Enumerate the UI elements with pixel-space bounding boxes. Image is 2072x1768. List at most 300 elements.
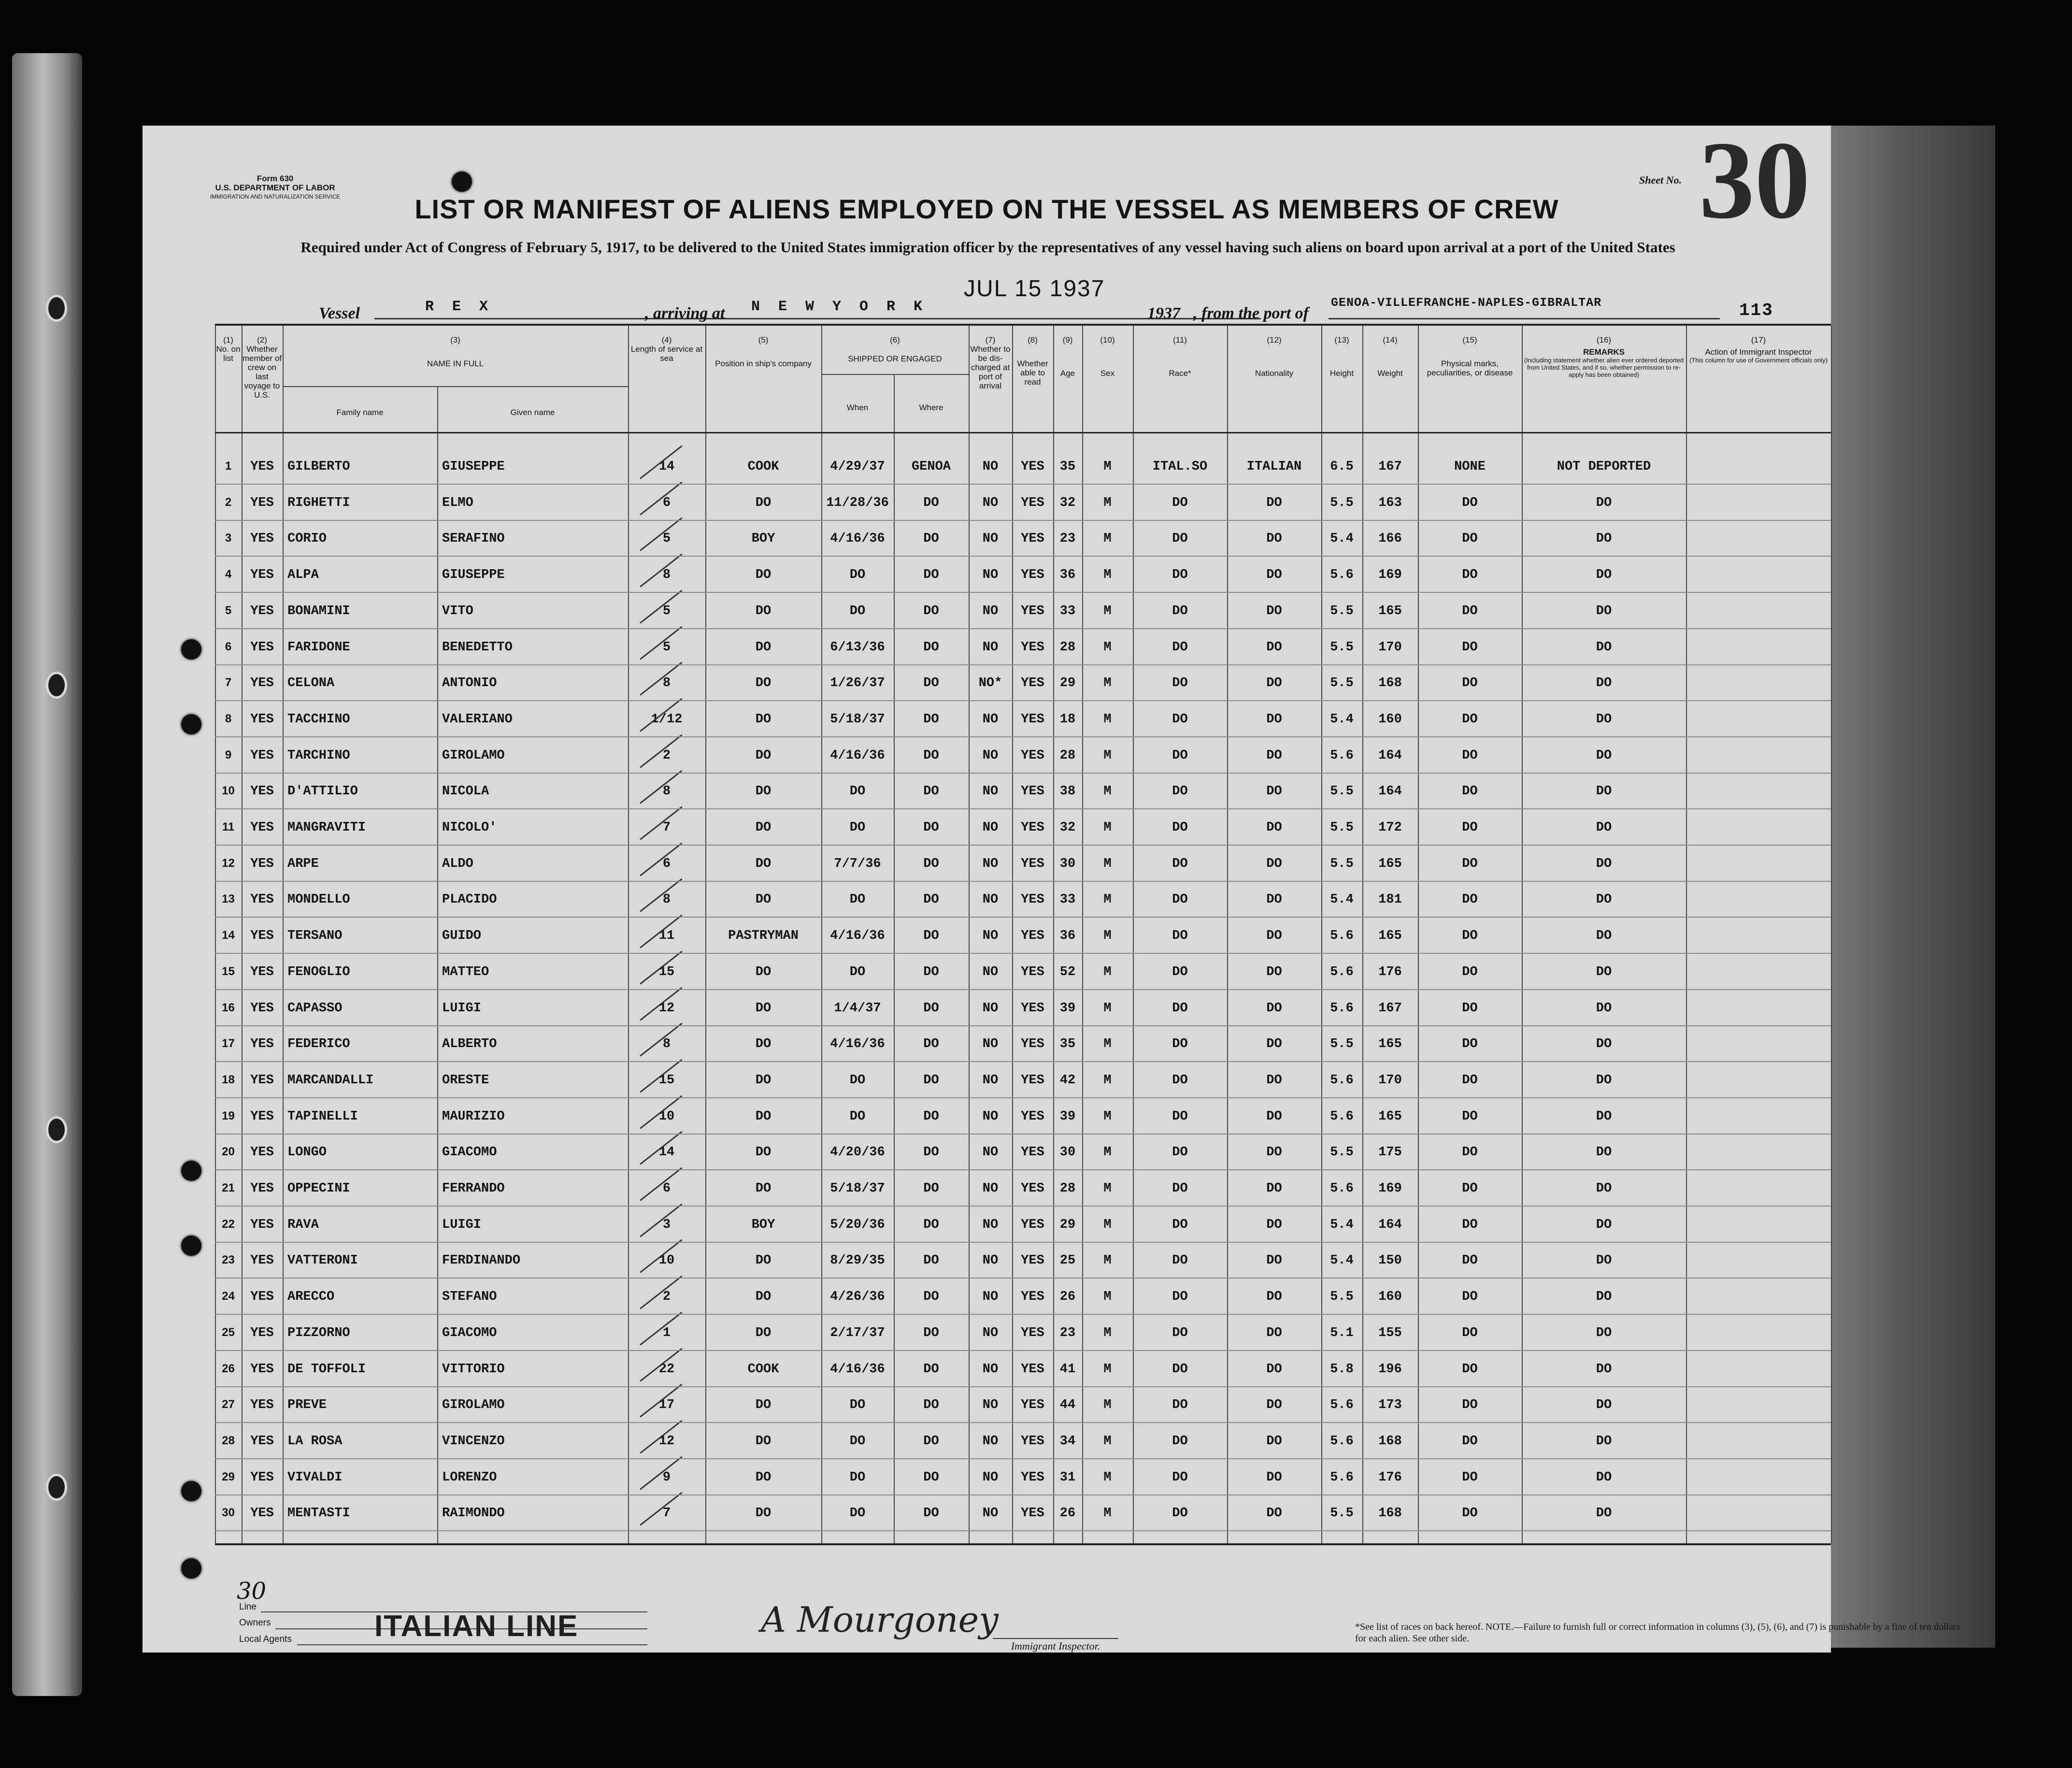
page-code: 113 xyxy=(1739,301,1773,320)
cell-where: DO xyxy=(923,964,939,979)
cell-position: DO xyxy=(755,495,772,510)
cell-remarks: NOT DEPORTED xyxy=(1557,460,1651,474)
cell-service: 2 xyxy=(662,748,671,763)
cell-where: DO xyxy=(923,1506,939,1521)
cell-service: 7 xyxy=(662,1506,671,1521)
cell-marks: DO xyxy=(1462,1217,1478,1232)
cell-race: DO xyxy=(1172,1434,1188,1449)
year-value: 1937 xyxy=(1147,304,1180,322)
cell-disch: NO xyxy=(982,892,999,907)
cell-read: YES xyxy=(1021,1506,1044,1521)
cell-remarks: DO xyxy=(1596,532,1612,546)
cell-sex: M xyxy=(1103,856,1112,871)
cell-marks: DO xyxy=(1462,1001,1478,1016)
cell-when: DO xyxy=(849,568,866,583)
cell-disch: NO xyxy=(982,856,999,871)
cell-read: YES xyxy=(1021,1073,1044,1088)
cell-prev: YES xyxy=(250,1001,274,1016)
cell-where: DO xyxy=(923,856,939,871)
cell-sex: M xyxy=(1103,532,1112,546)
cell-weight: 170 xyxy=(1378,640,1402,655)
cell-race: DO xyxy=(1172,1362,1188,1377)
cell-when: DO xyxy=(849,784,866,799)
cell-service: 17 xyxy=(658,1398,675,1413)
binding-hole xyxy=(46,1116,67,1143)
cell-family: MARCANDALLI xyxy=(287,1073,374,1088)
cell-position: DO xyxy=(755,1073,772,1088)
cell-remarks: DO xyxy=(1596,1181,1612,1196)
cell-where: DO xyxy=(923,1253,939,1268)
cell-marks: DO xyxy=(1462,1290,1478,1305)
cell-marks: DO xyxy=(1462,676,1478,691)
cell-disch: NO xyxy=(982,1362,999,1377)
cell-service: 8 xyxy=(662,568,671,583)
cell-nat: DO xyxy=(1266,1506,1282,1521)
cell-given: STEFANO xyxy=(442,1290,497,1305)
cell-disch: NO xyxy=(982,929,999,944)
cell-no: 5 xyxy=(225,604,232,617)
cell-prev: YES xyxy=(250,1506,274,1521)
cell-age: 23 xyxy=(1059,532,1076,546)
cell-position: BOY xyxy=(751,1217,775,1232)
cell-weight: 160 xyxy=(1378,1290,1402,1305)
cell-marks: DO xyxy=(1462,1325,1478,1340)
cell-family: MONDELLO xyxy=(287,892,350,907)
cell-family: PIZZORNO xyxy=(287,1325,350,1340)
cell-nat: DO xyxy=(1266,892,1282,907)
cell-disch: NO xyxy=(982,1109,999,1124)
cell-where: DO xyxy=(923,1434,939,1449)
cell-height: 5.5 xyxy=(1330,784,1354,799)
local-agents-label: Local Agents xyxy=(239,1634,292,1644)
cell-marks: DO xyxy=(1462,892,1478,907)
cell-prev: YES xyxy=(250,1253,274,1268)
cell-service: 1 xyxy=(662,1325,671,1340)
cell-no: 12 xyxy=(222,856,235,870)
cell-prev: YES xyxy=(250,929,274,944)
cell-age: 39 xyxy=(1059,1109,1076,1124)
cell-nat: DO xyxy=(1266,784,1282,799)
cell-service: 10 xyxy=(658,1253,675,1268)
cell-no: 3 xyxy=(225,532,232,545)
cell-remarks: DO xyxy=(1596,1325,1612,1340)
cell-position: DO xyxy=(755,1434,772,1449)
cell-sex: M xyxy=(1103,568,1112,583)
cell-position: DO xyxy=(755,1001,772,1016)
cell-no: 18 xyxy=(222,1073,235,1086)
cell-age: 33 xyxy=(1059,892,1076,907)
cell-weight: 176 xyxy=(1378,964,1402,979)
cell-disch: NO xyxy=(982,964,999,979)
cell-sex: M xyxy=(1103,1181,1112,1196)
cell-nat: DO xyxy=(1266,568,1282,583)
cell-marks: DO xyxy=(1462,748,1478,763)
cell-sex: M xyxy=(1103,1290,1112,1305)
cell-weight: 160 xyxy=(1378,712,1402,727)
cell-disch: NO xyxy=(982,1145,999,1160)
cell-marks: DO xyxy=(1462,820,1478,835)
cell-no: 25 xyxy=(222,1325,235,1339)
cell-prev: YES xyxy=(250,1181,274,1196)
cell-family: DE TOFFOLI xyxy=(287,1362,366,1377)
page-title: LIST OR MANIFEST OF ALIENS EMPLOYED ON THE VESSEL AS MEMBERS OF CREW xyxy=(414,194,1559,224)
cell-read: YES xyxy=(1021,1253,1044,1268)
cell-service: 14 xyxy=(658,1145,675,1160)
cell-read: YES xyxy=(1021,1037,1044,1052)
cell-race: DO xyxy=(1172,929,1188,944)
cell-race: DO xyxy=(1172,1181,1188,1196)
cell-when: 2/17/37 xyxy=(830,1325,885,1340)
cell-marks: DO xyxy=(1462,1073,1478,1088)
cell-no: 4 xyxy=(225,568,232,581)
cell-height: 5.6 xyxy=(1330,1470,1354,1485)
cell-family: CAPASSO xyxy=(287,1001,343,1016)
cell-age: 28 xyxy=(1059,1181,1076,1196)
cell-weight: 181 xyxy=(1378,892,1402,907)
cell-remarks: DO xyxy=(1596,784,1612,799)
col-9-header: (9) Age xyxy=(1060,335,1075,378)
col-16-header: (16) REMARKS (Including statement whether alien ever ordered deported from United States, and if so, whether permission to re-apply has been obtained) xyxy=(1524,335,1684,378)
cell-age: 28 xyxy=(1059,748,1076,763)
cell-when: 1/26/37 xyxy=(830,676,885,691)
cell-where: DO xyxy=(923,892,939,907)
cell-no: 26 xyxy=(222,1362,235,1375)
cell-prev: YES xyxy=(250,676,274,691)
cell-prev: YES xyxy=(250,964,274,979)
cell-family: MANGRAVITI xyxy=(287,820,366,835)
cell-family: BONAMINI xyxy=(287,604,350,618)
cell-race: DO xyxy=(1172,1470,1188,1485)
binding-hole xyxy=(46,295,67,322)
cell-family: RIGHETTI xyxy=(287,495,350,510)
cell-given: LORENZO xyxy=(442,1470,497,1485)
cell-service: 12 xyxy=(658,1001,675,1016)
cell-read: YES xyxy=(1021,892,1044,907)
cell-position: DO xyxy=(755,1145,772,1160)
col-13-header: (13) Height xyxy=(1329,335,1354,378)
arriving-label: , arriving at xyxy=(645,304,725,322)
cell-remarks: DO xyxy=(1596,495,1612,510)
cell-age: 32 xyxy=(1059,495,1076,510)
cell-race: DO xyxy=(1172,495,1188,510)
cell-marks: DO xyxy=(1462,1470,1478,1485)
cell-where: DO xyxy=(923,748,939,763)
cell-family: FARIDONE xyxy=(287,640,350,655)
cell-given: ANTONIO xyxy=(442,676,497,691)
cell-age: 42 xyxy=(1059,1073,1076,1088)
cell-where: DO xyxy=(923,1145,939,1160)
from-port: GENOA-VILLEFRANCHE-NAPLES-GIBRALTAR xyxy=(1331,296,1602,310)
cell-weight: 176 xyxy=(1378,1470,1402,1485)
cell-remarks: DO xyxy=(1596,712,1612,727)
cell-weight: 168 xyxy=(1378,676,1402,691)
cell-sex: M xyxy=(1103,748,1112,763)
cell-service: 8 xyxy=(662,676,671,691)
cell-sex: M xyxy=(1103,929,1112,944)
cell-marks: DO xyxy=(1462,1181,1478,1196)
cell-family: D'ATTILIO xyxy=(287,784,358,799)
cell-marks: DO xyxy=(1462,1362,1478,1377)
col-15-header: (15) Physical marks, peculiarities, or disease xyxy=(1427,335,1513,377)
binding-hole xyxy=(46,672,67,699)
cell-prev: YES xyxy=(250,604,274,618)
cell-when: DO xyxy=(849,1506,866,1521)
cell-no: 20 xyxy=(222,1145,235,1159)
cell-race: DO xyxy=(1172,1145,1188,1160)
handwritten-count: 30 xyxy=(237,1578,267,1605)
cell-weight: 165 xyxy=(1378,1109,1402,1124)
cell-age: 30 xyxy=(1059,1145,1076,1160)
cell-remarks: DO xyxy=(1596,1145,1612,1160)
cell-race: DO xyxy=(1172,892,1188,907)
cell-when: DO xyxy=(849,1398,866,1413)
cell-given: RAIMONDO xyxy=(442,1506,505,1521)
cell-given: VALERIANO xyxy=(442,712,513,727)
sheet-label: Sheet No. xyxy=(1639,174,1682,186)
cell-sex: M xyxy=(1103,820,1112,835)
cell-disch: NO xyxy=(982,820,999,835)
cell-age: 34 xyxy=(1059,1434,1076,1449)
cell-when: 4/16/36 xyxy=(830,1362,885,1377)
cell-when: DO xyxy=(849,1434,866,1449)
cell-where: DO xyxy=(923,1398,939,1413)
punch-hole xyxy=(181,1558,201,1579)
cell-age: 35 xyxy=(1059,460,1076,474)
cell-race: DO xyxy=(1172,532,1188,546)
cell-read: YES xyxy=(1021,964,1044,979)
cell-race: DO xyxy=(1172,748,1188,763)
cell-age: 52 xyxy=(1059,964,1076,979)
cell-position: DO xyxy=(755,1470,772,1485)
cell-given: ALBERTO xyxy=(442,1037,497,1052)
cell-marks: DO xyxy=(1462,1145,1478,1160)
cell-marks: DO xyxy=(1462,640,1478,655)
cell-race: DO xyxy=(1172,784,1188,799)
cell-age: 18 xyxy=(1059,712,1076,727)
cell-disch: NO xyxy=(982,495,999,510)
cell-prev: YES xyxy=(250,1217,274,1232)
cell-height: 5.4 xyxy=(1330,1253,1354,1268)
cell-race: DO xyxy=(1172,712,1188,727)
cell-remarks: DO xyxy=(1596,1253,1612,1268)
cell-position: DO xyxy=(755,856,772,871)
cell-height: 5.6 xyxy=(1330,1398,1354,1413)
cell-given: LUIGI xyxy=(442,1217,482,1232)
cell-when: 4/26/36 xyxy=(830,1290,885,1305)
cell-height: 5.5 xyxy=(1330,604,1354,618)
cell-read: YES xyxy=(1021,1001,1044,1016)
cell-no: 10 xyxy=(222,784,235,798)
cell-service: 10 xyxy=(658,1109,675,1124)
cell-height: 5.6 xyxy=(1330,748,1354,763)
cell-given: ALDO xyxy=(442,856,473,871)
arriving-port: N E W Y O R K xyxy=(751,299,928,315)
cell-no: 19 xyxy=(222,1109,235,1122)
cell-remarks: DO xyxy=(1596,856,1612,871)
cell-family: VIVALDI xyxy=(287,1470,343,1485)
cell-disch: NO xyxy=(982,460,999,474)
cell-race: DO xyxy=(1172,1037,1188,1052)
cell-race: DO xyxy=(1172,1398,1188,1413)
cell-remarks: DO xyxy=(1596,964,1612,979)
cell-nat: DO xyxy=(1266,640,1282,655)
cell-disch: NO xyxy=(982,568,999,583)
cell-nat: DO xyxy=(1266,929,1282,944)
cell-age: 29 xyxy=(1059,1217,1076,1232)
cell-no: 22 xyxy=(222,1217,235,1231)
cell-height: 5.6 xyxy=(1330,1001,1354,1016)
cell-when: DO xyxy=(849,820,866,835)
cell-nat: ITALIAN xyxy=(1246,460,1302,474)
cell-when: 5/20/36 xyxy=(830,1217,885,1232)
cell-age: 29 xyxy=(1059,676,1076,691)
cell-height: 5.5 xyxy=(1330,856,1354,871)
cell-age: 38 xyxy=(1059,784,1076,799)
cell-height: 5.5 xyxy=(1330,820,1354,835)
cell-weight: 170 xyxy=(1378,1073,1402,1088)
cell-age: 25 xyxy=(1059,1253,1076,1268)
cell-weight: 165 xyxy=(1378,929,1402,944)
cell-no: 13 xyxy=(222,892,235,906)
cell-when: 5/18/37 xyxy=(830,712,885,727)
col-11-header: (11) Race* xyxy=(1169,335,1191,378)
cell-weight: 196 xyxy=(1378,1362,1402,1377)
cell-height: 5.6 xyxy=(1330,1073,1354,1088)
cell-read: YES xyxy=(1021,640,1044,655)
cell-given: VITTORIO xyxy=(442,1362,505,1377)
cell-position: DO xyxy=(755,1253,772,1268)
from-label: , from the port of xyxy=(1193,304,1309,322)
cell-family: FENOGLIO xyxy=(287,964,350,979)
cell-position: DO xyxy=(755,1290,772,1305)
cell-where: DO xyxy=(923,820,939,835)
col-3-header: (3) NAME IN FULL xyxy=(427,335,484,368)
cell-sex: M xyxy=(1103,1398,1112,1413)
cell-sex: M xyxy=(1103,495,1112,510)
cell-read: YES xyxy=(1021,532,1044,546)
cell-remarks: DO xyxy=(1596,1217,1612,1232)
cell-service: 8 xyxy=(662,784,671,799)
cell-sex: M xyxy=(1103,892,1112,907)
cell-remarks: DO xyxy=(1596,1362,1612,1377)
cell-remarks: DO xyxy=(1596,1001,1612,1016)
col-7-header: (7) Whether to be dis-charged at port of arrival xyxy=(970,335,1011,390)
family-name-header: Family name xyxy=(336,408,384,417)
cell-no: 14 xyxy=(222,929,235,942)
cell-no: 24 xyxy=(222,1290,235,1303)
cell-marks: DO xyxy=(1462,604,1478,618)
cell-no: 21 xyxy=(222,1181,235,1194)
cell-age: 26 xyxy=(1059,1290,1076,1305)
cell-disch: NO xyxy=(982,640,999,655)
cell-position: DO xyxy=(755,1109,772,1124)
cell-where: DO xyxy=(923,929,939,944)
cell-remarks: DO xyxy=(1596,1470,1612,1485)
punch-hole xyxy=(181,1236,201,1256)
cell-position: DO xyxy=(755,676,772,691)
cell-height: 5.8 xyxy=(1330,1362,1354,1377)
cell-weight: 175 xyxy=(1378,1145,1402,1160)
cell-where: DO xyxy=(923,784,939,799)
cell-position: PASTRYMAN xyxy=(728,929,799,944)
cell-remarks: DO xyxy=(1596,1398,1612,1413)
cell-race: DO xyxy=(1172,640,1188,655)
cell-sex: M xyxy=(1103,604,1112,618)
cell-height: 5.6 xyxy=(1330,964,1354,979)
cell-where: DO xyxy=(923,1181,939,1196)
cell-prev: YES xyxy=(250,856,274,871)
cell-age: 30 xyxy=(1059,856,1076,871)
cell-disch: NO xyxy=(982,532,999,546)
cell-read: YES xyxy=(1021,856,1044,871)
cell-service: 5 xyxy=(662,640,671,655)
cell-prev: YES xyxy=(250,568,274,583)
cell-nat: DO xyxy=(1266,1109,1282,1124)
cell-race: DO xyxy=(1172,1073,1188,1088)
cell-given: GIACOMO xyxy=(442,1145,497,1160)
cell-weight: 172 xyxy=(1378,820,1402,835)
cell-sex: M xyxy=(1103,460,1112,474)
cell-when: 4/16/36 xyxy=(830,532,885,546)
cell-nat: DO xyxy=(1266,1470,1282,1485)
cell-position: DO xyxy=(755,640,772,655)
cell-prev: YES xyxy=(250,1073,274,1088)
cell-position: DO xyxy=(755,892,772,907)
cell-where: DO xyxy=(923,1001,939,1016)
cell-disch: NO xyxy=(982,1217,999,1232)
cell-height: 5.6 xyxy=(1330,1109,1354,1124)
cell-where: DO xyxy=(923,676,939,691)
cell-weight: 168 xyxy=(1378,1506,1402,1521)
cell-no: 7 xyxy=(225,676,232,690)
cell-prev: YES xyxy=(250,1362,274,1377)
cell-age: 33 xyxy=(1059,604,1076,618)
cell-weight: 164 xyxy=(1378,1217,1402,1232)
cell-where: DO xyxy=(923,568,939,583)
cell-family: FEDERICO xyxy=(287,1037,350,1052)
cell-position: COOK xyxy=(747,1362,779,1377)
cell-read: YES xyxy=(1021,1398,1044,1413)
cell-family: CORIO xyxy=(287,532,327,546)
cell-family: PREVE xyxy=(287,1398,327,1413)
cell-when: 8/29/35 xyxy=(830,1253,885,1268)
cell-prev: YES xyxy=(250,1290,274,1305)
cell-read: YES xyxy=(1021,784,1044,799)
cell-no: 30 xyxy=(222,1506,235,1520)
cell-sex: M xyxy=(1103,1217,1112,1232)
cell-where: DO xyxy=(923,495,939,510)
cell-marks: DO xyxy=(1462,1398,1478,1413)
cell-service: 6 xyxy=(662,495,671,510)
cell-marks: DO xyxy=(1462,1434,1478,1449)
cell-family: CELONA xyxy=(287,676,335,691)
cell-service: 8 xyxy=(662,1037,671,1052)
where-header: Where xyxy=(919,403,943,412)
cell-marks: DO xyxy=(1462,568,1478,583)
cell-family: LONGO xyxy=(287,1145,327,1160)
crew-table xyxy=(215,324,1831,1545)
cell-nat: DO xyxy=(1266,676,1282,691)
cell-race: DO xyxy=(1172,1253,1188,1268)
cell-family: TERSANO xyxy=(287,929,343,944)
cell-family: TAPINELLI xyxy=(287,1109,358,1124)
cell-read: YES xyxy=(1021,1145,1044,1160)
cell-nat: DO xyxy=(1266,1290,1282,1305)
cell-where: DO xyxy=(923,1470,939,1485)
vessel-label: Vessel xyxy=(319,304,360,322)
cell-position: DO xyxy=(755,748,772,763)
cell-marks: DO xyxy=(1462,712,1478,727)
